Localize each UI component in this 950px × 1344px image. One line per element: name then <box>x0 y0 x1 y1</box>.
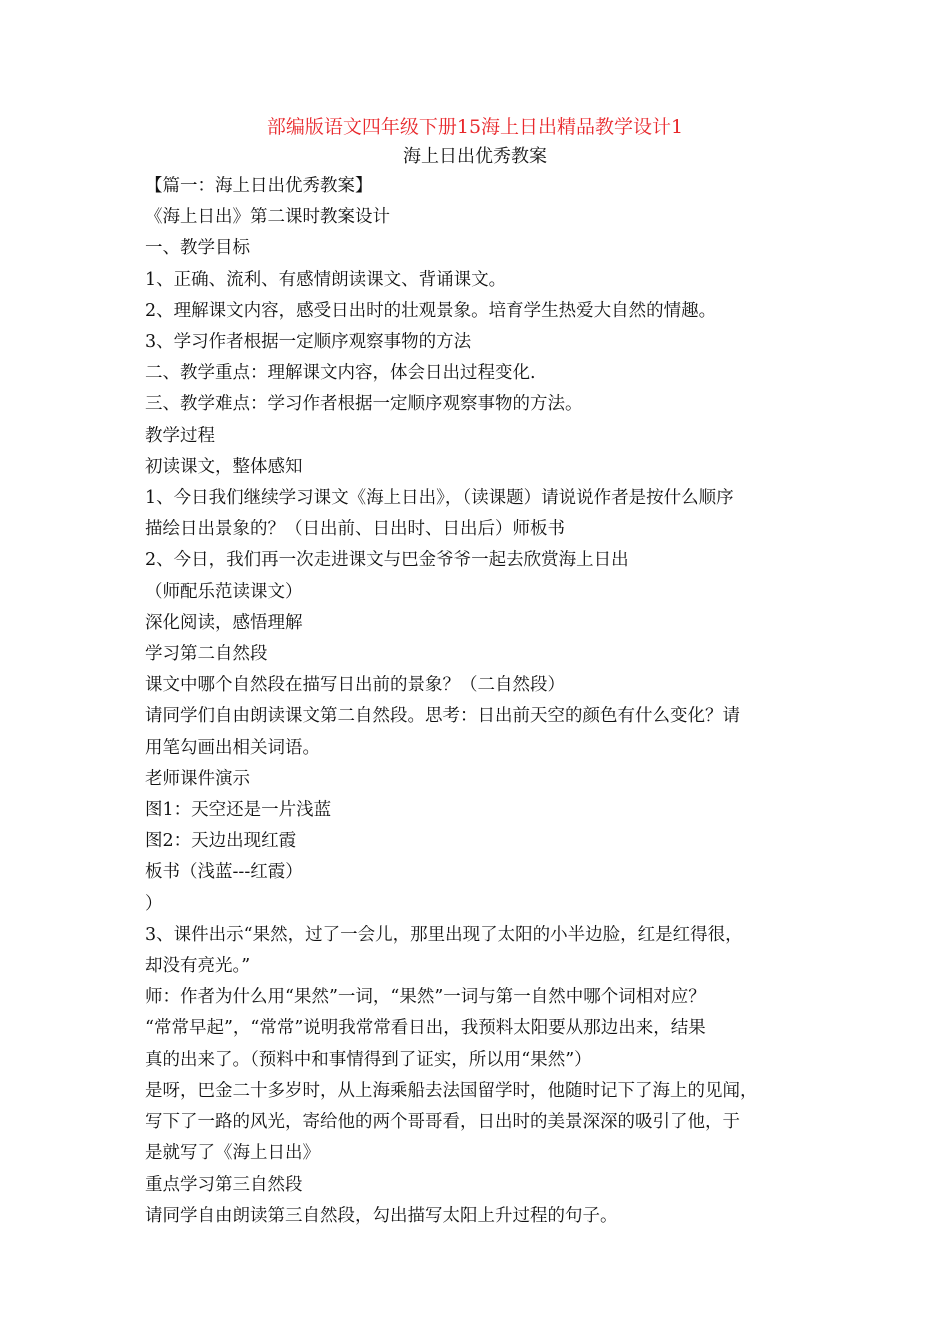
text-line: 图2：天边出现红霞 <box>145 831 297 852</box>
text-line: 初读课文，整体感知 <box>145 456 303 477</box>
text-line: 一、教学目标 <box>145 238 250 259</box>
text-line: “常常早起”，“常常”说明我常常看日出，我预料太阳要从那边出来，结果 <box>145 1018 706 1039</box>
text-line: 是就写了《海上日出》 <box>145 1143 320 1164</box>
text-line: ） <box>145 893 163 914</box>
text-line: 《海上日出》第二课时教案设计 <box>145 207 390 228</box>
text-line: 二、教学重点：理解课文内容，体会日出过程变化. <box>145 363 536 384</box>
text-line: 板书（浅蓝---红霞） <box>145 862 303 883</box>
text-line: 学习第二自然段 <box>145 644 268 665</box>
text-line: 3、课件出示“果然，过了一会儿，那里出现了太阳的小半边脸，红是红得很， <box>145 924 743 945</box>
text-line: 深化阅读，感悟理解 <box>145 612 303 633</box>
text-line: 老师课件演示 <box>145 768 250 789</box>
text-line: 课文中哪个自然段在描写日出前的景象？（二自然段） <box>145 675 565 696</box>
text-line: 却没有亮光。” <box>145 956 251 977</box>
text-line: 师：作者为什么用“果然”一词，“果然”一词与第一自然中哪个词相对应？ <box>145 987 706 1008</box>
text-line: 教学过程 <box>145 425 215 446</box>
text-line: 2、今日，我们再一次走进课文与巴金爷爷一起去欣赏海上日出 <box>145 550 629 571</box>
document-title: 部编版语文四年级下册15海上日出精品教学设计1 <box>266 116 684 138</box>
text-line: 3、学习作者根据一定顺序观察事物的方法 <box>145 332 472 353</box>
document-body <box>145 171 810 1232</box>
text-line: 三、教学难点：学习作者根据一定顺序观察事物的方法。 <box>145 394 583 415</box>
text-line: 【篇一：海上日出优秀教案】 <box>145 176 373 196</box>
document-subtitle: 海上日出优秀教案 <box>403 146 547 167</box>
text-line: 是呀，巴金二十多岁时，从上海乘船去法国留学时，他随时记下了海上的见闻， <box>145 1080 758 1101</box>
text-line: 重点学习第三自然段 <box>145 1174 303 1195</box>
text-line: 请同学们自由朗读课文第二自然段。思考：日出前天空的颜色有什么变化？请 <box>145 706 740 727</box>
text-line: 2、理解课文内容，感受日出时的壮观景象。培育学生热爱大自然的情趣。 <box>145 300 717 321</box>
text-line: 用笔勾画出相关词语。 <box>145 737 320 758</box>
text-line: （师配乐范读课文） <box>145 581 303 602</box>
text-line: 写下了一路的风光，寄给他的两个哥哥看，日出时的美景深深的吸引了他，于 <box>145 1112 740 1133</box>
text-line: 1、今日我们继续学习课文《海上日出》，（读课题）请说说作者是按什么顺序 <box>145 488 734 509</box>
text-line: 真的出来了。（预料中和事情得到了证实，所以用“果然”） <box>145 1049 592 1070</box>
text-line: 请同学自由朗读第三自然段，勾出描写太阳上升过程的句子。 <box>145 1205 618 1226</box>
text-line: 描绘日出景象的？（日出前、日出时、日出后）师板书 <box>145 519 565 540</box>
text-line: 1、正确、流利、有感情朗读课文、背诵课文。 <box>145 269 507 290</box>
text-line: 图1：天空还是一片浅蓝 <box>145 800 332 821</box>
